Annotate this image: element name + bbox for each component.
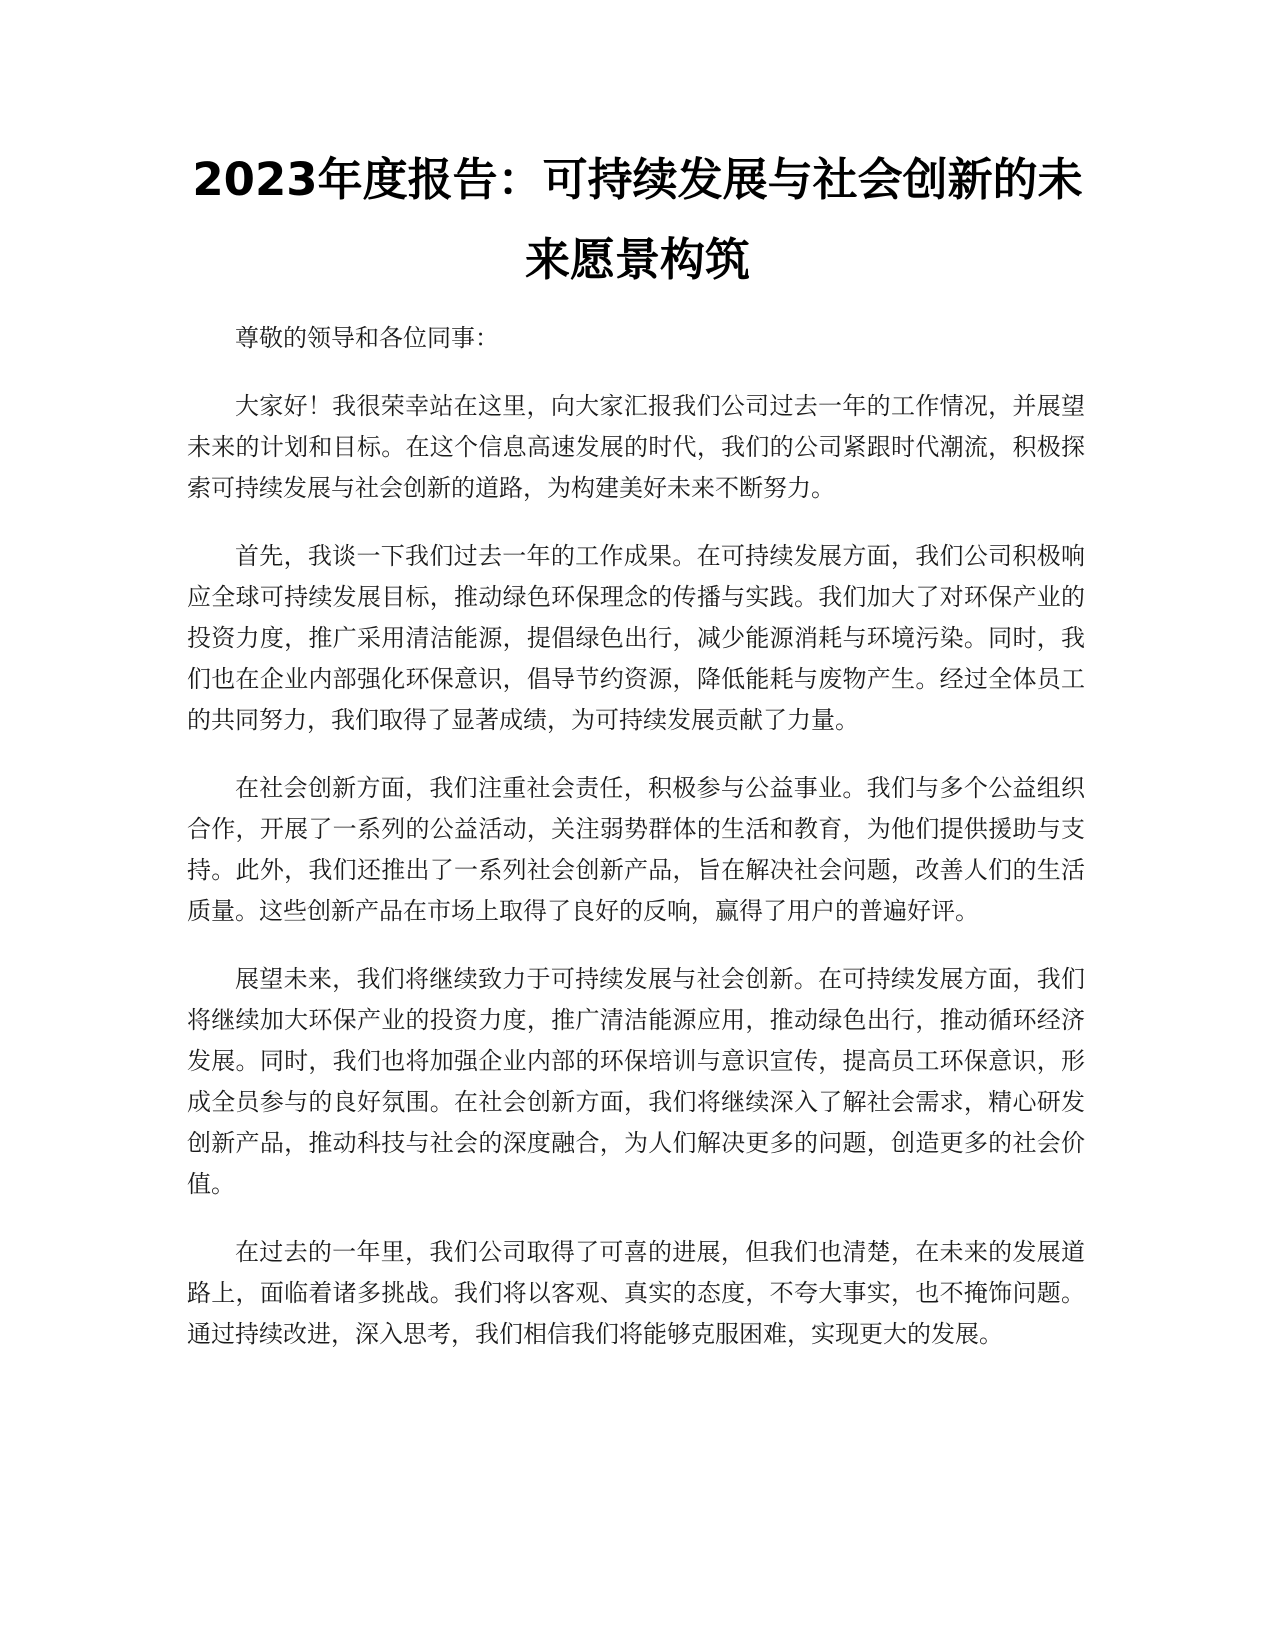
document-title: 2023年度报告：可持续发展与社会创新的未来愿景构筑 [192, 153, 1083, 286]
paragraph-3: 在社会创新方面，我们注重社会责任，积极参与公益事业。我们与多个公益组织合作，开展了一系列的公益活动，关注弱势群体的生活和教育，为他们提供援助与支持。此外，我们还推出了一系列社会创新产品，旨在解决社会问题，改善人们的生活质量。这些创新产品在市场上取得了良好的反响，赢得了用户的普遍好评。 [187, 774, 1085, 925]
salutation: 尊敬的领导和各位同事： [235, 324, 499, 352]
paragraph-4: 展望未来，我们将继续致力于可持续发展与社会创新。在可持续发展方面，我们将继续加大环保产业的投资力度，推广清洁能源应用，推动绿色出行，推动循环经济发展。同时，我们也将加强企业内部的环保培训与意识宣传，提高员工环保意识，形成全员参与的良好氛围。在社会创新方面，我们将继续深入了解社会需求，精心研发创新产品，推动科技与社会的深度融合，为人们解决更多的问题，创造更多的社会价值。 [187, 965, 1085, 1198]
paragraph-5: 在过去的一年里，我们公司取得了可喜的进展，但我们也清楚，在未来的发展道路上，面临着诸多挑战。我们将以客观、真实的态度，不夸大事实，也不掩饰问题。通过持续改进，深入思考，我们相信我们将能够克服困难，实现更大的发展。 [187, 1238, 1085, 1348]
paragraph-1: 大家好！我很荣幸站在这里，向大家汇报我们公司过去一年的工作情况，并展望未来的计划和目标。在这个信息高速发展的时代，我们的公司紧跟时代潮流，积极探索可持续发展与社会创新的道路，为构建美好未来不断努力。 [187, 392, 1085, 502]
document-body [187, 318, 1085, 1382]
paragraph-2: 首先，我谈一下我们过去一年的工作成果。在可持续发展方面，我们公司积极响应全球可持续发展目标，推动绿色环保理念的传播与实践。我们加大了对环保产业的投资力度，推广采用清洁能源，提倡绿色出行，减少能源消耗与环境污染。同时，我们也在企业内部强化环保意识，倡导节约资源，降低能耗与废物产生。经过全体员工的共同努力，我们取得了显著成绩，为可持续发展贡献了力量。 [187, 542, 1085, 734]
